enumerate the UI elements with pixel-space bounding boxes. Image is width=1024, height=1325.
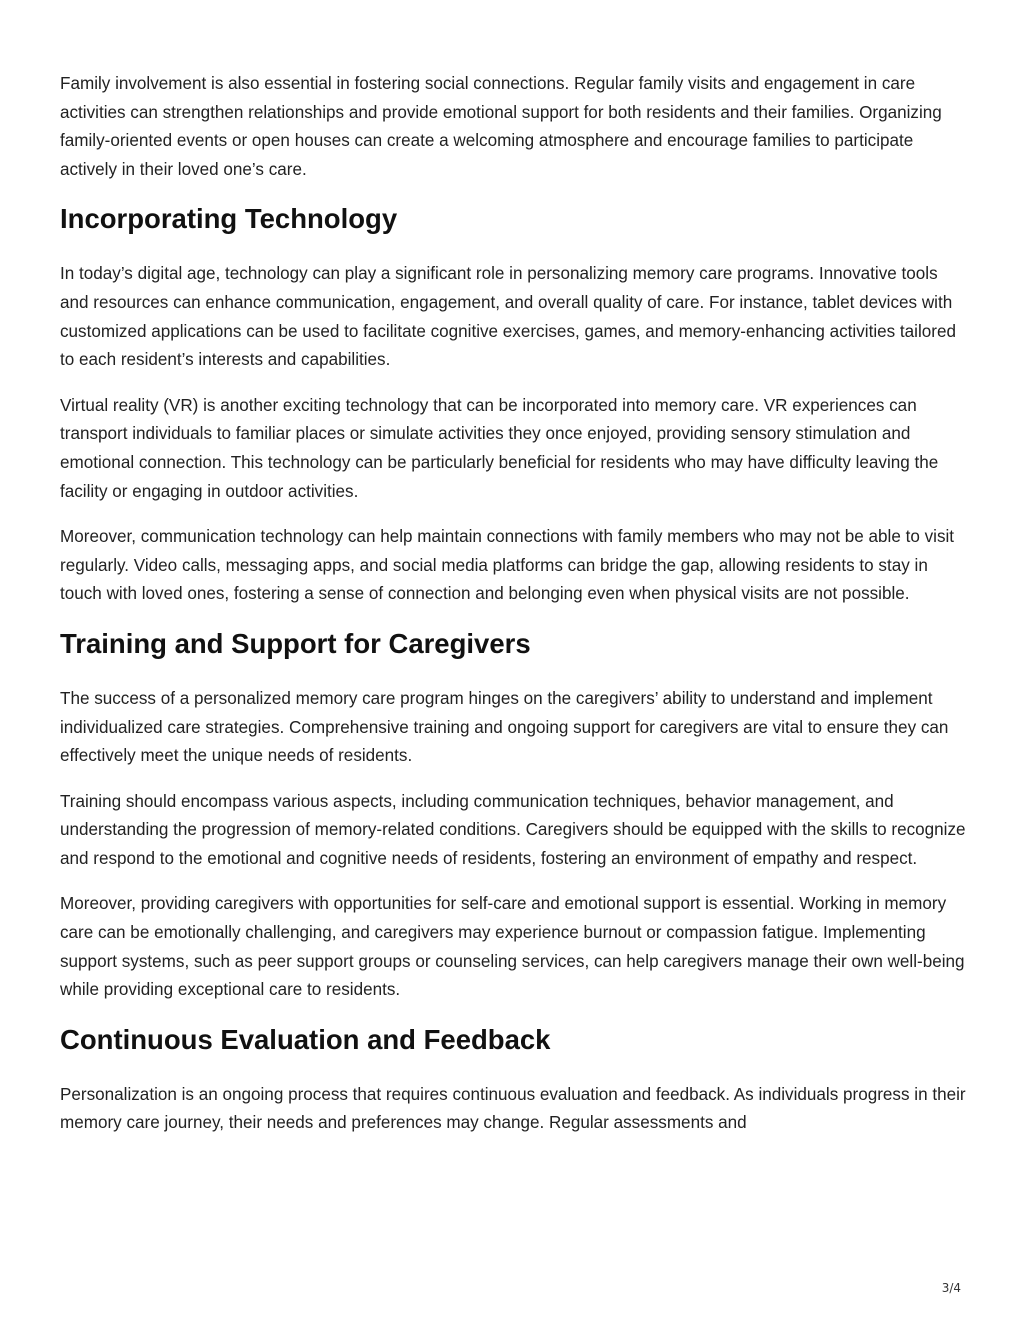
paragraph-virtual-reality: Virtual reality (VR) is another exciting technology that can be incorporated into memory care. VR experiences can transport individuals to familiar places or simulate activities they once enjoyed, providing sensory stimulation and emotional connection. This technology can be particularly beneficial for residents who may have difficulty leaving the facility or engaging in outdoor activities. — [60, 395, 939, 501]
paragraph-training-aspects: Training should encompass various aspects, including communication techniques, behavior management, and understanding the progression of memory-related conditions. Caregivers should be equipped with the skills to recognize and respond to the emotional and cognitive needs of residents, fostering an environment of empathy and respect. — [60, 791, 966, 868]
heading-incorporating-technology: Incorporating Technology — [60, 203, 398, 235]
heading-continuous-evaluation: Continuous Evaluation and Feedback — [60, 1023, 551, 1055]
heading-training-support: Training and Support for Caregivers — [60, 627, 531, 659]
paragraph-digital-age: In today’s digital age, technology can play a significant role in personalizing memory care programs. Innovative tools and resources can enhance communication, engagement, and overall quality of care. For instance, tablet devices with customized applications can be used to facilitate cognitive exercises, games, and memory-enhancing activities tailored to each resident’s interests and capabilities. — [60, 264, 956, 370]
paragraph-personalization: Personalization is an ongoing process that requires continuous evaluation and feedback. As individuals progress in their memory care journey, their needs and preferences may change. Regular assessments and — [60, 1084, 966, 1133]
paragraph-communication-technology: Moreover, communication technology can help maintain connections with family members who may not be able to visit regularly. Video calls, messaging apps, and social media platforms can bridge the gap, allowing residents to stay in touch with loved ones, fostering a sense of connection and belonging even when physical visits are not possible. — [60, 527, 955, 604]
paragraph-family-involvement: Family involvement is also essential in fostering social connections. Regular family visits and engagement in care activities can strengthen relationships and provide emotional support for both residents and their families. Organizing family-oriented events or open houses can create a welcoming atmosphere and encourage families to participate actively in their loved one’s care. — [60, 74, 942, 179]
paragraph-self-care: Moreover, providing caregivers with opportunities for self-care and emotional support is essential. Working in memory care can be emotionally challenging, and caregivers may experience burnout or compassion fatigue. Implementing support systems, such as peer support groups or counseling services, can help caregivers manage their own well-being while providing exceptional care to residents. — [60, 894, 965, 1000]
page-number: 3/4 — [941, 1281, 961, 1295]
paragraph-caregiver-success: The success of a personalized memory care program hinges on the caregivers’ ability to understand and implement individualized care strategies. Comprehensive training and ongoing support for caregivers are vital to ensure they can effectively meet the unique needs of residents. — [60, 688, 949, 766]
document-page — [60, 70, 966, 1155]
